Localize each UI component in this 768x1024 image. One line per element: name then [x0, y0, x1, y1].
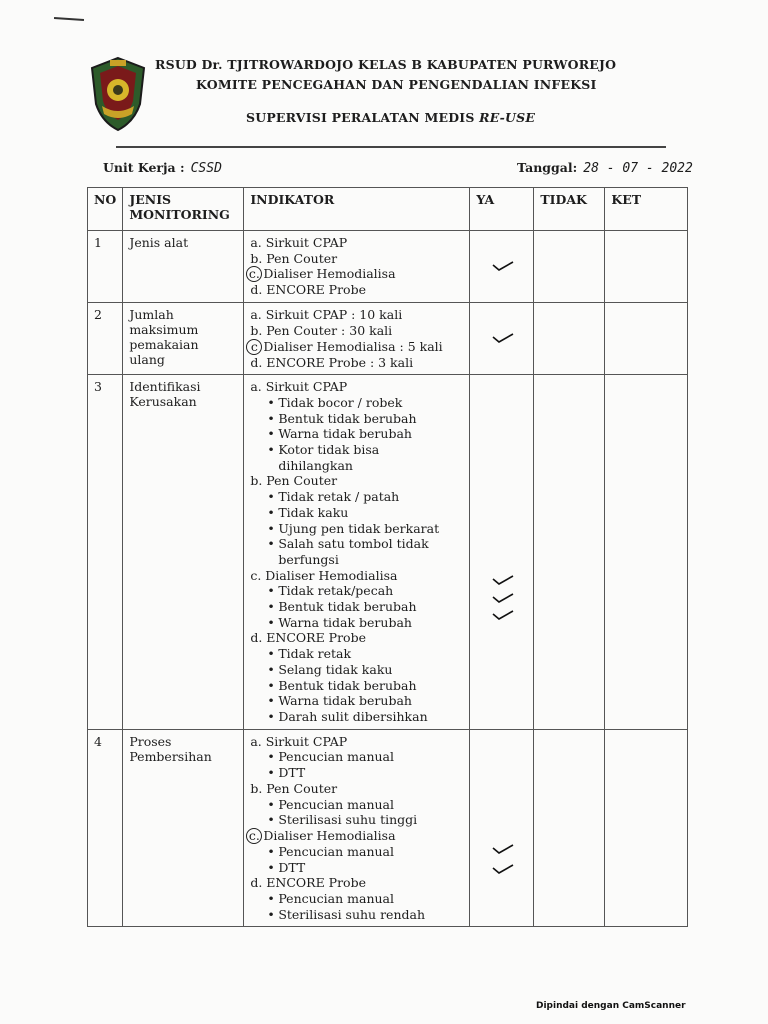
table-header-row [88, 188, 688, 231]
header-ya: YA [470, 188, 534, 231]
header-jenis: JENIS MONITORING [123, 188, 244, 231]
indicator-group-title: a. Sirkuit CPAP [250, 733, 348, 749]
indicator-bullet: • Warna tidak berubah [250, 615, 463, 631]
indicator-bullet: • DTT [250, 860, 463, 876]
date-field [517, 160, 693, 176]
title-main: SUPERVISI PERALATAN MEDIS [246, 110, 480, 125]
header-rule [116, 146, 666, 148]
indicator-bullet: • Pencucian manual [250, 891, 463, 907]
indicator-bullet: • DTT [250, 765, 463, 781]
row-jenis: Proses Pembersihan [123, 729, 244, 927]
indicator-bullet: • Pencucian manual [250, 797, 463, 813]
header-ket: KET [605, 188, 688, 231]
document-title [246, 110, 768, 125]
table-row [88, 303, 688, 375]
indicator-line: d. ENCORE Probe [250, 282, 366, 298]
row-indikator [244, 729, 470, 927]
ya-cell [470, 375, 534, 729]
row-no: 3 [88, 375, 123, 729]
header-tidak: TIDAK [534, 188, 605, 231]
indicator-bullet: • Tidak retak / patah [250, 489, 463, 505]
indicator-bullet: • Salah satu tombol tidak [250, 536, 463, 552]
indicator-bullet: • Pencucian manual [250, 844, 463, 860]
indicator-group-title: a. Sirkuit CPAP [250, 379, 348, 395]
circled-option: c [246, 339, 262, 355]
indicator-group-title: c. Dialiser Hemodialisa [250, 567, 398, 583]
ket-cell [605, 729, 688, 927]
indicator-line: a. Sirkuit CPAP : 10 kali [250, 307, 403, 323]
date-label: Tanggal: [517, 160, 578, 175]
checkmark-icon [492, 610, 514, 620]
header-no: NO [88, 188, 123, 231]
checkmark-icon [492, 844, 514, 854]
tidak-cell [534, 375, 605, 729]
indicator-line: d. ENCORE Probe : 3 kali [250, 354, 414, 370]
table-row [88, 375, 688, 729]
indicator-text: Dialiser Hemodialisa : 5 kali [263, 338, 443, 354]
indicator-line: b. Pen Couter : 30 kali [250, 322, 393, 338]
hospital-logo [88, 56, 148, 132]
indicator-bullet-wrap: berfungsi [278, 551, 339, 567]
scan-mark [54, 17, 84, 21]
indicator-group-title: b. Pen Couter [250, 780, 338, 796]
ket-cell [605, 303, 688, 375]
date-value: 28 - 07 - 2022 [583, 161, 693, 176]
table-row [88, 729, 688, 927]
table-row [88, 231, 688, 303]
ya-cell [470, 231, 534, 303]
indicator-bullet: • Tidak bocor / robek [250, 395, 463, 411]
row-indikator [244, 303, 470, 375]
row-jenis: Jenis alat [123, 231, 244, 303]
indicator-bullet: • Sterilisasi suhu rendah [250, 907, 463, 923]
committee-name: KOMITE PENCEGAHAN DAN PENGENDALIAN INFEKSI [196, 77, 597, 92]
indicator-bullet: • Bentuk tidak berubah [250, 678, 463, 694]
checkmark-icon [492, 864, 514, 874]
indicator-bullet: • Warna tidak berubah [250, 426, 463, 442]
indicator-bullet: • Tidak retak/pecah [250, 583, 463, 599]
indicator-bullet-wrap: dihilangkan [278, 457, 353, 473]
supervision-table [87, 187, 688, 927]
row-no: 2 [88, 303, 123, 375]
row-jenis: Identifikasi Kerusakan [123, 375, 244, 729]
scanner-watermark: Dipindai dengan CamScanner [536, 1001, 686, 1011]
row-jenis: Jumlah maksimum pemakaian ulang [123, 303, 244, 375]
indicator-group-title: d. ENCORE Probe [250, 875, 366, 891]
indicator-bullet: • Tidak kaku [250, 505, 463, 521]
header-indikator: INDIKATOR [244, 188, 470, 231]
tidak-cell [534, 231, 605, 303]
circled-option: c. [246, 266, 262, 282]
indicator-bullet: • Tidak retak [250, 646, 463, 662]
indicator-bullet: • Pencucian manual [250, 749, 463, 765]
checkmark-icon [492, 593, 514, 603]
ya-cell [470, 729, 534, 927]
ket-cell [605, 375, 688, 729]
checkmark-icon [492, 575, 514, 585]
indicator-bullet: • Sterilisasi suhu tinggi [250, 812, 463, 828]
ket-cell [605, 231, 688, 303]
checkmark-icon [492, 261, 514, 271]
indicator-bullet: • Selang tidak kaku [250, 662, 463, 678]
indicator-group-title: b. Pen Couter [250, 473, 338, 489]
indicator-line: a. Sirkuit CPAP [250, 235, 348, 250]
title-italic: RE-USE [479, 110, 536, 125]
indicator-bullet: • Warna tidak berubah [250, 693, 463, 709]
tidak-cell [534, 303, 605, 375]
indicator-line [250, 339, 463, 355]
checkmark-icon [492, 333, 514, 343]
row-indikator [244, 231, 470, 303]
row-no: 1 [88, 231, 123, 303]
hospital-name: RSUD Dr. TJITROWARDOJO KELAS B KABUPATEN PURWOREJO [155, 57, 617, 72]
indicator-bullet: • Ujung pen tidak berkarat [250, 521, 463, 537]
indicator-bullet: • Darah sulit dibersihkan [250, 709, 463, 725]
tidak-cell [534, 729, 605, 927]
indicator-line: b. Pen Couter [250, 250, 338, 266]
indicator-line [250, 266, 463, 282]
indicator-bullet: • Bentuk tidak berubah [250, 599, 463, 615]
ya-cell [470, 303, 534, 375]
row-indikator [244, 375, 470, 729]
indicator-bullet: • Bentuk tidak berubah [250, 411, 463, 427]
unit-value: CSSD [190, 161, 222, 176]
indicator-bullet: • Kotor tidak bisa [250, 442, 463, 458]
unit-label: Unit Kerja : [103, 160, 185, 175]
circled-option: c. [246, 828, 262, 844]
indicator-group-title: d. ENCORE Probe [250, 630, 366, 646]
row-no: 4 [88, 729, 123, 927]
indicator-group-title [250, 828, 463, 844]
indicator-text: Dialiser Hemodialisa [263, 827, 396, 843]
indicator-text: Dialiser Hemodialisa [263, 266, 396, 282]
unit-field [103, 160, 222, 176]
